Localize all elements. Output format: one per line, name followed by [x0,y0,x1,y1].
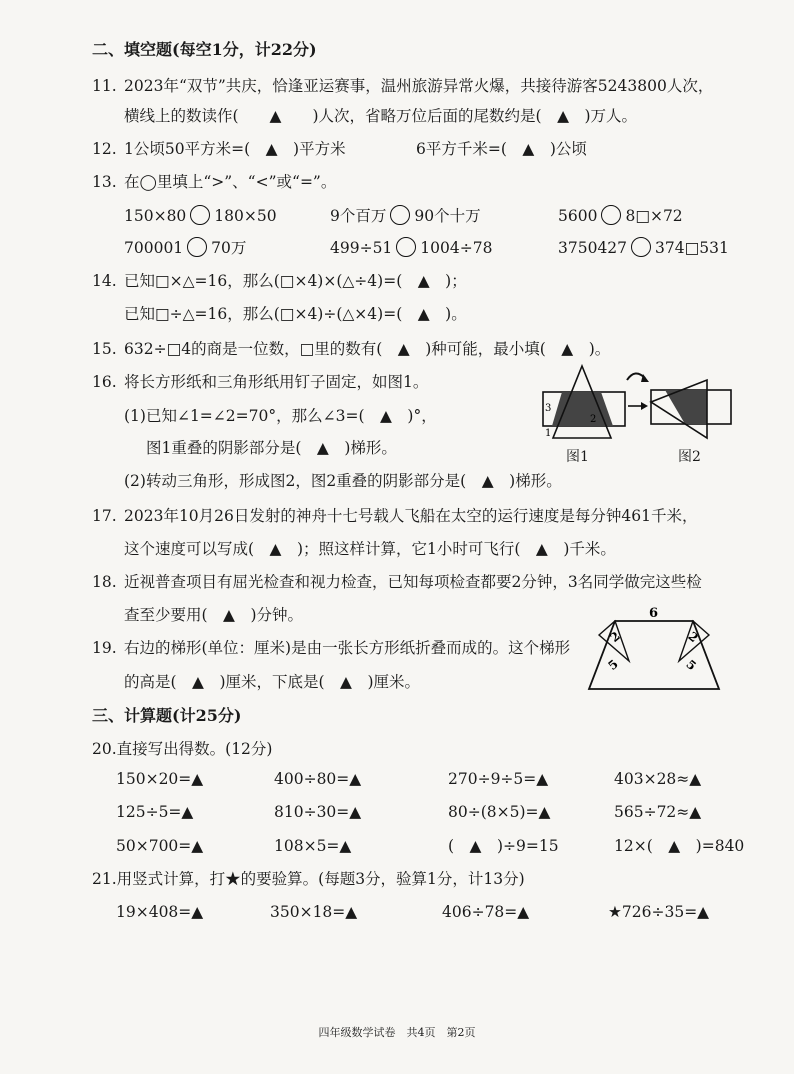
q18-number: 18. [92,573,117,591]
q20-item: 400÷80=▲ [274,770,362,788]
angle-1-label: 1 [545,428,552,439]
figure-1-caption: 图1 [566,449,589,465]
q20-item: 108×5=▲ [274,837,352,855]
q16-line3: 图1重叠的阴影部分是( ▲ )梯形。 [146,439,397,457]
q15-number: 15. [92,340,117,358]
q16-figure [535,362,735,472]
q19-trapezoid-figure [585,605,725,695]
section-3-title: 三、计算题(计25分) [92,706,242,725]
q20-item: ( ▲ )÷9=15 [448,837,559,855]
q17-line1: 2023年10月26日发射的神舟十七号载人飞船在太空的运行速度是每分钟461千米， [124,507,698,525]
q17-number: 17. [92,507,117,525]
q13-compare-1: 150×80 180×50 [124,207,277,225]
trapezoid-top-label: 6 [649,606,659,621]
compare-circle[interactable] [631,237,651,257]
q14-line1: 已知□×△=16，那么(□×4)×(△÷4)=( ▲ )； [124,272,467,290]
q16-number: 16. [92,373,117,391]
q20-title: 20.直接写出得数。(12分) [92,740,273,758]
q20-item: 810÷30=▲ [274,803,362,821]
q16-line4: (2)转动三角形，形成图2，图2重叠的阴影部分是( ▲ )梯形。 [124,472,562,490]
angle-3-label: 3 [545,403,552,414]
q20-item: 403×28≈▲ [614,770,702,788]
compare-circle[interactable] [601,205,621,225]
q20-item: 270÷9÷5=▲ [448,770,549,788]
q19-line2: 的高是( ▲ )厘米，下底是( ▲ )厘米。 [124,673,421,691]
q21-item: ★726÷35=▲ [608,903,710,921]
q21-title: 21.用竖式计算，打★的要验算。(每题3分，验算1分，计13分) [92,870,525,888]
q14-line2: 已知□÷△=16，那么(□×4)÷(△×4)=( ▲ )。 [124,305,467,323]
compare-circle[interactable] [396,237,416,257]
q12-number: 12. [92,140,117,158]
q15-line1: 632÷□4的商是一位数，□里的数有( ▲ )种可能，最小填( ▲ )。 [124,340,611,358]
q13-compare-2: 9个百万 90个十万 [330,207,481,225]
q20-item: 80÷(8×5)=▲ [448,803,551,821]
section-2-title: 二、填空题(每空1分，计22分) [92,40,317,59]
q13-compare-6: 3750427 374□531 [558,239,729,257]
q13-compare-4: 700001 70万 [124,239,247,257]
angle-2-label: 2 [590,414,597,425]
q18-line2: 查至少要用( ▲ )分钟。 [124,606,304,624]
q21-item: 350×18=▲ [270,903,358,921]
figure-2-caption: 图2 [678,449,701,465]
trapezoid-left-short-label: 2 [607,628,623,645]
q11-number: 11. [92,77,117,95]
q19-number: 19. [92,639,117,657]
q21-item: 406÷78=▲ [442,903,530,921]
q21-item: 19×408=▲ [116,903,204,921]
page-footer: 四年级数学试卷 共4页 第2页 [318,1026,476,1039]
q11-line2: 横线上的数读作( ▲ )人次，省略万位后面的尾数约是( ▲ )万人。 [124,107,638,125]
q17-line2: 这个速度可以写成( ▲ )；照这样计算，它1小时可飞行( ▲ )千米。 [124,540,616,558]
fig2-shaded-overlap [665,390,707,424]
q18-line1: 近视普查项目有屈光检查和视力检查，已知每项检查都要2分钟，3名同学做完这些检 [124,573,702,591]
q11-line1: 2023年“双节”共庆，恰逢亚运赛事，温州旅游异常火爆，共接待游客5243800人次， [124,77,714,95]
q16-line1: 将长方形纸和三角形纸用钉子固定，如图1。 [124,373,429,391]
q13-compare-5: 499÷51 1004÷78 [330,239,493,257]
trapezoid-right-short-label: 2 [685,629,701,646]
q12-part-a: 1公顷50平方米=( ▲ )平方米 [124,140,346,158]
q12-part-b: 6平方千米=( ▲ )公顷 [416,140,587,158]
q13-compare-3: 5600 8□×72 [558,207,683,225]
trapezoid-left-long-label: 5 [605,656,621,673]
q19-line1: 右边的梯形(单位：厘米)是由一张长方形纸折叠而成的。这个梯形 [124,639,571,657]
q16-line2: (1)已知∠1=∠2=70°，那么∠3=( ▲ )°， [124,407,437,425]
compare-circle[interactable] [190,205,210,225]
compare-circle[interactable] [390,205,410,225]
q20-item: 12×( ▲ )=840 [614,837,745,855]
q20-item: 150×20=▲ [116,770,204,788]
q14-number: 14. [92,272,117,290]
q20-item: 125÷5=▲ [116,803,194,821]
q13-number: 13. [92,173,117,191]
q20-item: 565÷72≈▲ [614,803,702,821]
q13-instruction: 在◯里填上“>”、“<”或“=”。 [124,173,337,191]
trapezoid-right-long-label: 5 [683,657,699,674]
q20-item: 50×700=▲ [116,837,204,855]
compare-circle[interactable] [187,237,207,257]
